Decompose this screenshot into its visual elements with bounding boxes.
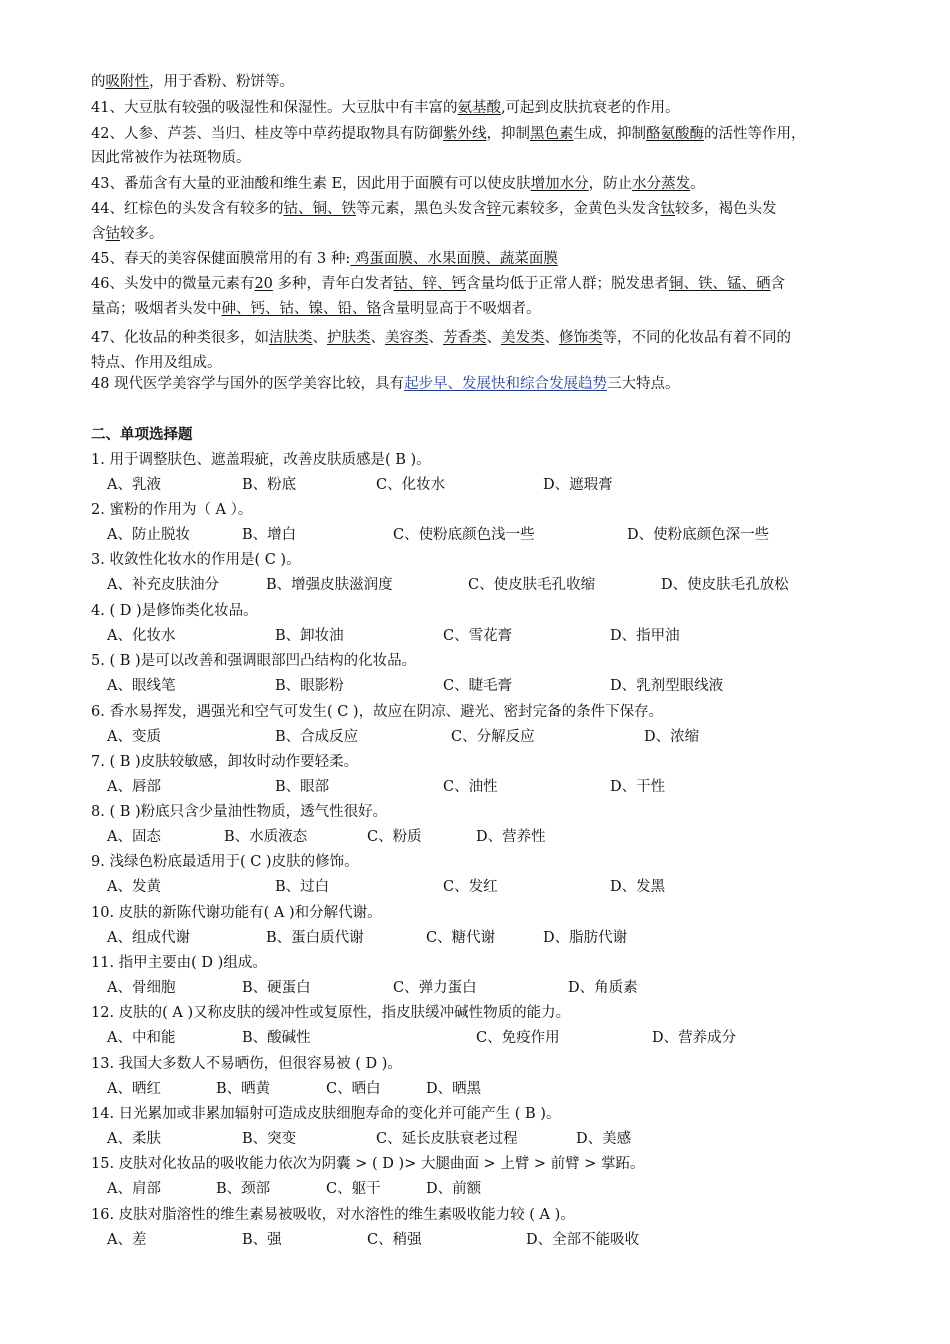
question-5-option-b: B、眼影粉 <box>275 678 344 694</box>
question-6: 6. 香水易挥发，遇强光和空气可发生( C )，故应在阴凉、避光、密封完备的条件下保存。 <box>91 704 664 720</box>
section-title: 二、单项选择题 <box>91 427 193 443</box>
question-10-option-b: B、蛋白质代谢 <box>266 930 364 946</box>
question-6-option-c: C、分解反应 <box>451 729 535 745</box>
question-2: 2. 蜜粉的作用为（ A ）。 <box>91 502 253 518</box>
question-1-option-b: B、粉底 <box>242 477 297 493</box>
question-3-option-a: A、补充皮肤油分 <box>107 577 219 593</box>
question-9-option-b: B、过白 <box>275 879 330 895</box>
question-12-option-a: A、中和能 <box>107 1030 176 1046</box>
question-1: 1. 用于调整肤色、遮盖瑕疵，改善皮肤质感是( B )。 <box>91 452 431 468</box>
question-10: 10. 皮肤的新陈代谢功能有( A )和分解代谢。 <box>91 905 382 921</box>
item-44: 44、红棕色的头发含有较多的钴、铜、铁等元素，黑色头发含锌元素较多，金黄色头发含钛较多，褐色头发 <box>91 201 777 217</box>
question-8: 8. ( B )粉底只含少量油性物质，透气性很好。 <box>91 804 388 820</box>
question-9: 9. 浅绿色粉底最适用于( C )皮肤的修饰。 <box>91 854 359 870</box>
question-6-option-b: B、合成反应 <box>275 729 359 745</box>
question-14: 14. 日光累加或非累加辐射可造成皮肤细胞寿命的变化并可能产生 ( B )。 <box>91 1106 561 1122</box>
question-2-option-d: D、使粉底颜色深一些 <box>627 527 770 543</box>
question-10-option-c: C、糖代谢 <box>426 930 496 946</box>
question-5: 5. ( B )是可以改善和强调眼部凹凸结构的化妆品。 <box>91 653 417 669</box>
question-13-option-b: B、晒黄 <box>216 1081 271 1097</box>
question-8-option-a: A、固态 <box>107 829 161 845</box>
question-7: 7. ( B )皮肤较敏感，卸妆时动作要轻柔。 <box>91 754 359 770</box>
question-7-option-c: C、油性 <box>443 779 498 795</box>
question-11-option-b: B、硬蛋白 <box>242 980 311 996</box>
item-43: 43、番茄含有大量的亚油酸和维生素 E，因此用于面膜有可以使皮肤增加水分，防止水分蒸发。 <box>91 176 705 192</box>
question-15-option-d: D、前额 <box>426 1181 482 1197</box>
question-1-option-c: C、化妆水 <box>376 477 446 493</box>
question-7-option-d: D、干性 <box>610 779 666 795</box>
question-14-option-d: D、美感 <box>576 1131 632 1147</box>
question-7-option-a: A、唇部 <box>107 779 161 795</box>
question-13-option-d: D、晒黑 <box>426 1081 482 1097</box>
question-7-option-b: B、眼部 <box>275 779 330 795</box>
question-2-option-b: B、增白 <box>242 527 297 543</box>
question-12-option-c: C、免疫作用 <box>476 1030 560 1046</box>
question-5-option-d: D、乳剂型眼线液 <box>610 678 724 694</box>
question-5-option-a: A、眼线笔 <box>107 678 176 694</box>
question-4-option-c: C、雪花膏 <box>443 628 513 644</box>
question-16-option-b: B、强 <box>242 1232 282 1248</box>
question-4-option-a: A、化妆水 <box>107 628 176 644</box>
question-11: 11. 指甲主要由( D )组成。 <box>91 955 267 971</box>
question-15-option-c: C、躯干 <box>326 1181 381 1197</box>
question-2-option-a: A、防止脱妆 <box>107 527 190 543</box>
question-8-option-c: C、粉质 <box>367 829 422 845</box>
question-3-option-d: D、使皮肤毛孔放松 <box>661 577 789 593</box>
question-3-option-c: C、使皮肤毛孔收缩 <box>468 577 596 593</box>
item-47-cont: 特点、作用及组成。 <box>91 355 222 371</box>
question-4: 4. ( D )是修饰类化妆品。 <box>91 603 258 619</box>
question-6-option-a: A、变质 <box>107 729 161 745</box>
question-3: 3. 收敛性化妆水的作用是( C )。 <box>91 552 301 568</box>
item-45: 45、春天的美容保健面膜常用的有 3 种: 鸡蛋面膜、水果面膜、蔬菜面膜 <box>91 251 558 267</box>
question-3-option-b: B、增强皮肤滋润度 <box>266 577 393 593</box>
question-16-option-a: A、差 <box>107 1232 147 1248</box>
question-1-option-d: D、遮瑕膏 <box>543 477 613 493</box>
question-10-option-d: D、脂肪代谢 <box>543 930 628 946</box>
question-4-option-d: D、指甲油 <box>610 628 680 644</box>
question-13: 13. 我国大多数人不易晒伤，但很容易被 ( D )。 <box>91 1056 402 1072</box>
question-4-option-b: B、卸妆油 <box>275 628 344 644</box>
question-10-option-a: A、组成代谢 <box>107 930 190 946</box>
item-47: 47、化妆品的种类很多，如洁肤类、护肤类、美容类、芳香类、美发类、修饰类等，不同的化妆品有着不同的 <box>91 330 791 346</box>
question-9-option-c: C、发红 <box>443 879 498 895</box>
question-8-option-b: B、水质液态 <box>224 829 308 845</box>
item-41: 41、大豆肽有较强的吸湿性和保湿性。大豆肽中有丰富的氨基酸,可起到皮肤抗衰老的作用。 <box>91 100 680 116</box>
question-8-option-d: D、营养性 <box>476 829 546 845</box>
question-12-option-b: B、酸碱性 <box>242 1030 311 1046</box>
question-1-option-a: A、乳液 <box>107 477 161 493</box>
item-44-cont: 含钴较多。 <box>91 226 164 242</box>
question-14-option-c: C、延长皮肤衰老过程 <box>376 1131 518 1147</box>
text-line: 的吸附性，用于香粉、粉饼等。 <box>91 74 294 90</box>
question-15-option-b: B、颈部 <box>216 1181 271 1197</box>
question-11-option-a: A、骨细胞 <box>107 980 176 996</box>
question-16-option-c: C、稍强 <box>367 1232 422 1248</box>
question-16-option-d: D、全部不能吸收 <box>526 1232 640 1248</box>
item-42: 42、人参、芦荟、当归、桂皮等中草药提取物具有防御紫外线，抑制黑色素生成，抑制酪氨酸酶的活性等作用， <box>91 126 806 142</box>
question-9-option-d: D、发黑 <box>610 879 666 895</box>
question-16: 16. 皮肤对脂溶性的维生素易被吸收，对水溶性的维生素吸收能力较 ( A )。 <box>91 1207 575 1223</box>
question-15: 15. 皮肤对化妆品的吸收能力依次为阴囊 > ( D )> 大腿曲面 > 上臂 > 前臂 > 掌跖。 <box>91 1156 645 1172</box>
question-12-option-d: D、营养成分 <box>652 1030 737 1046</box>
item-42-cont: 因此常被作为祛斑物质。 <box>91 150 251 166</box>
question-9-option-a: A、发黄 <box>107 879 161 895</box>
question-14-option-b: B、突变 <box>242 1131 297 1147</box>
question-14-option-a: A、柔肤 <box>107 1131 161 1147</box>
question-13-option-a: A、晒红 <box>107 1081 161 1097</box>
question-13-option-c: C、晒白 <box>326 1081 381 1097</box>
item-48: 48 现代医学美容学与国外的医学美容比较，具有起步早、发展快和综合发展趋势三大特点。 <box>91 376 680 392</box>
question-5-option-c: C、睫毛膏 <box>443 678 513 694</box>
question-6-option-d: D、浓缩 <box>644 729 700 745</box>
question-15-option-a: A、肩部 <box>107 1181 161 1197</box>
question-11-option-d: D、角质素 <box>568 980 638 996</box>
question-12: 12. 皮肤的( A )又称皮肤的缓冲性或复原性，指皮肤缓冲碱性物质的能力。 <box>91 1005 571 1021</box>
question-2-option-c: C、使粉底颜色浅一些 <box>393 527 535 543</box>
item-46: 46、头发中的微量元素有20 多种，青年白发者钴、锌、钙含量均低于正常人群；脱发患者铜、铁、锰、硒含 <box>91 276 786 292</box>
question-11-option-c: C、弹力蛋白 <box>393 980 477 996</box>
item-46-cont: 量高；吸烟者头发中砷、钙、钴、镍、铅、铬含量明显高于不吸烟者。 <box>91 301 541 317</box>
